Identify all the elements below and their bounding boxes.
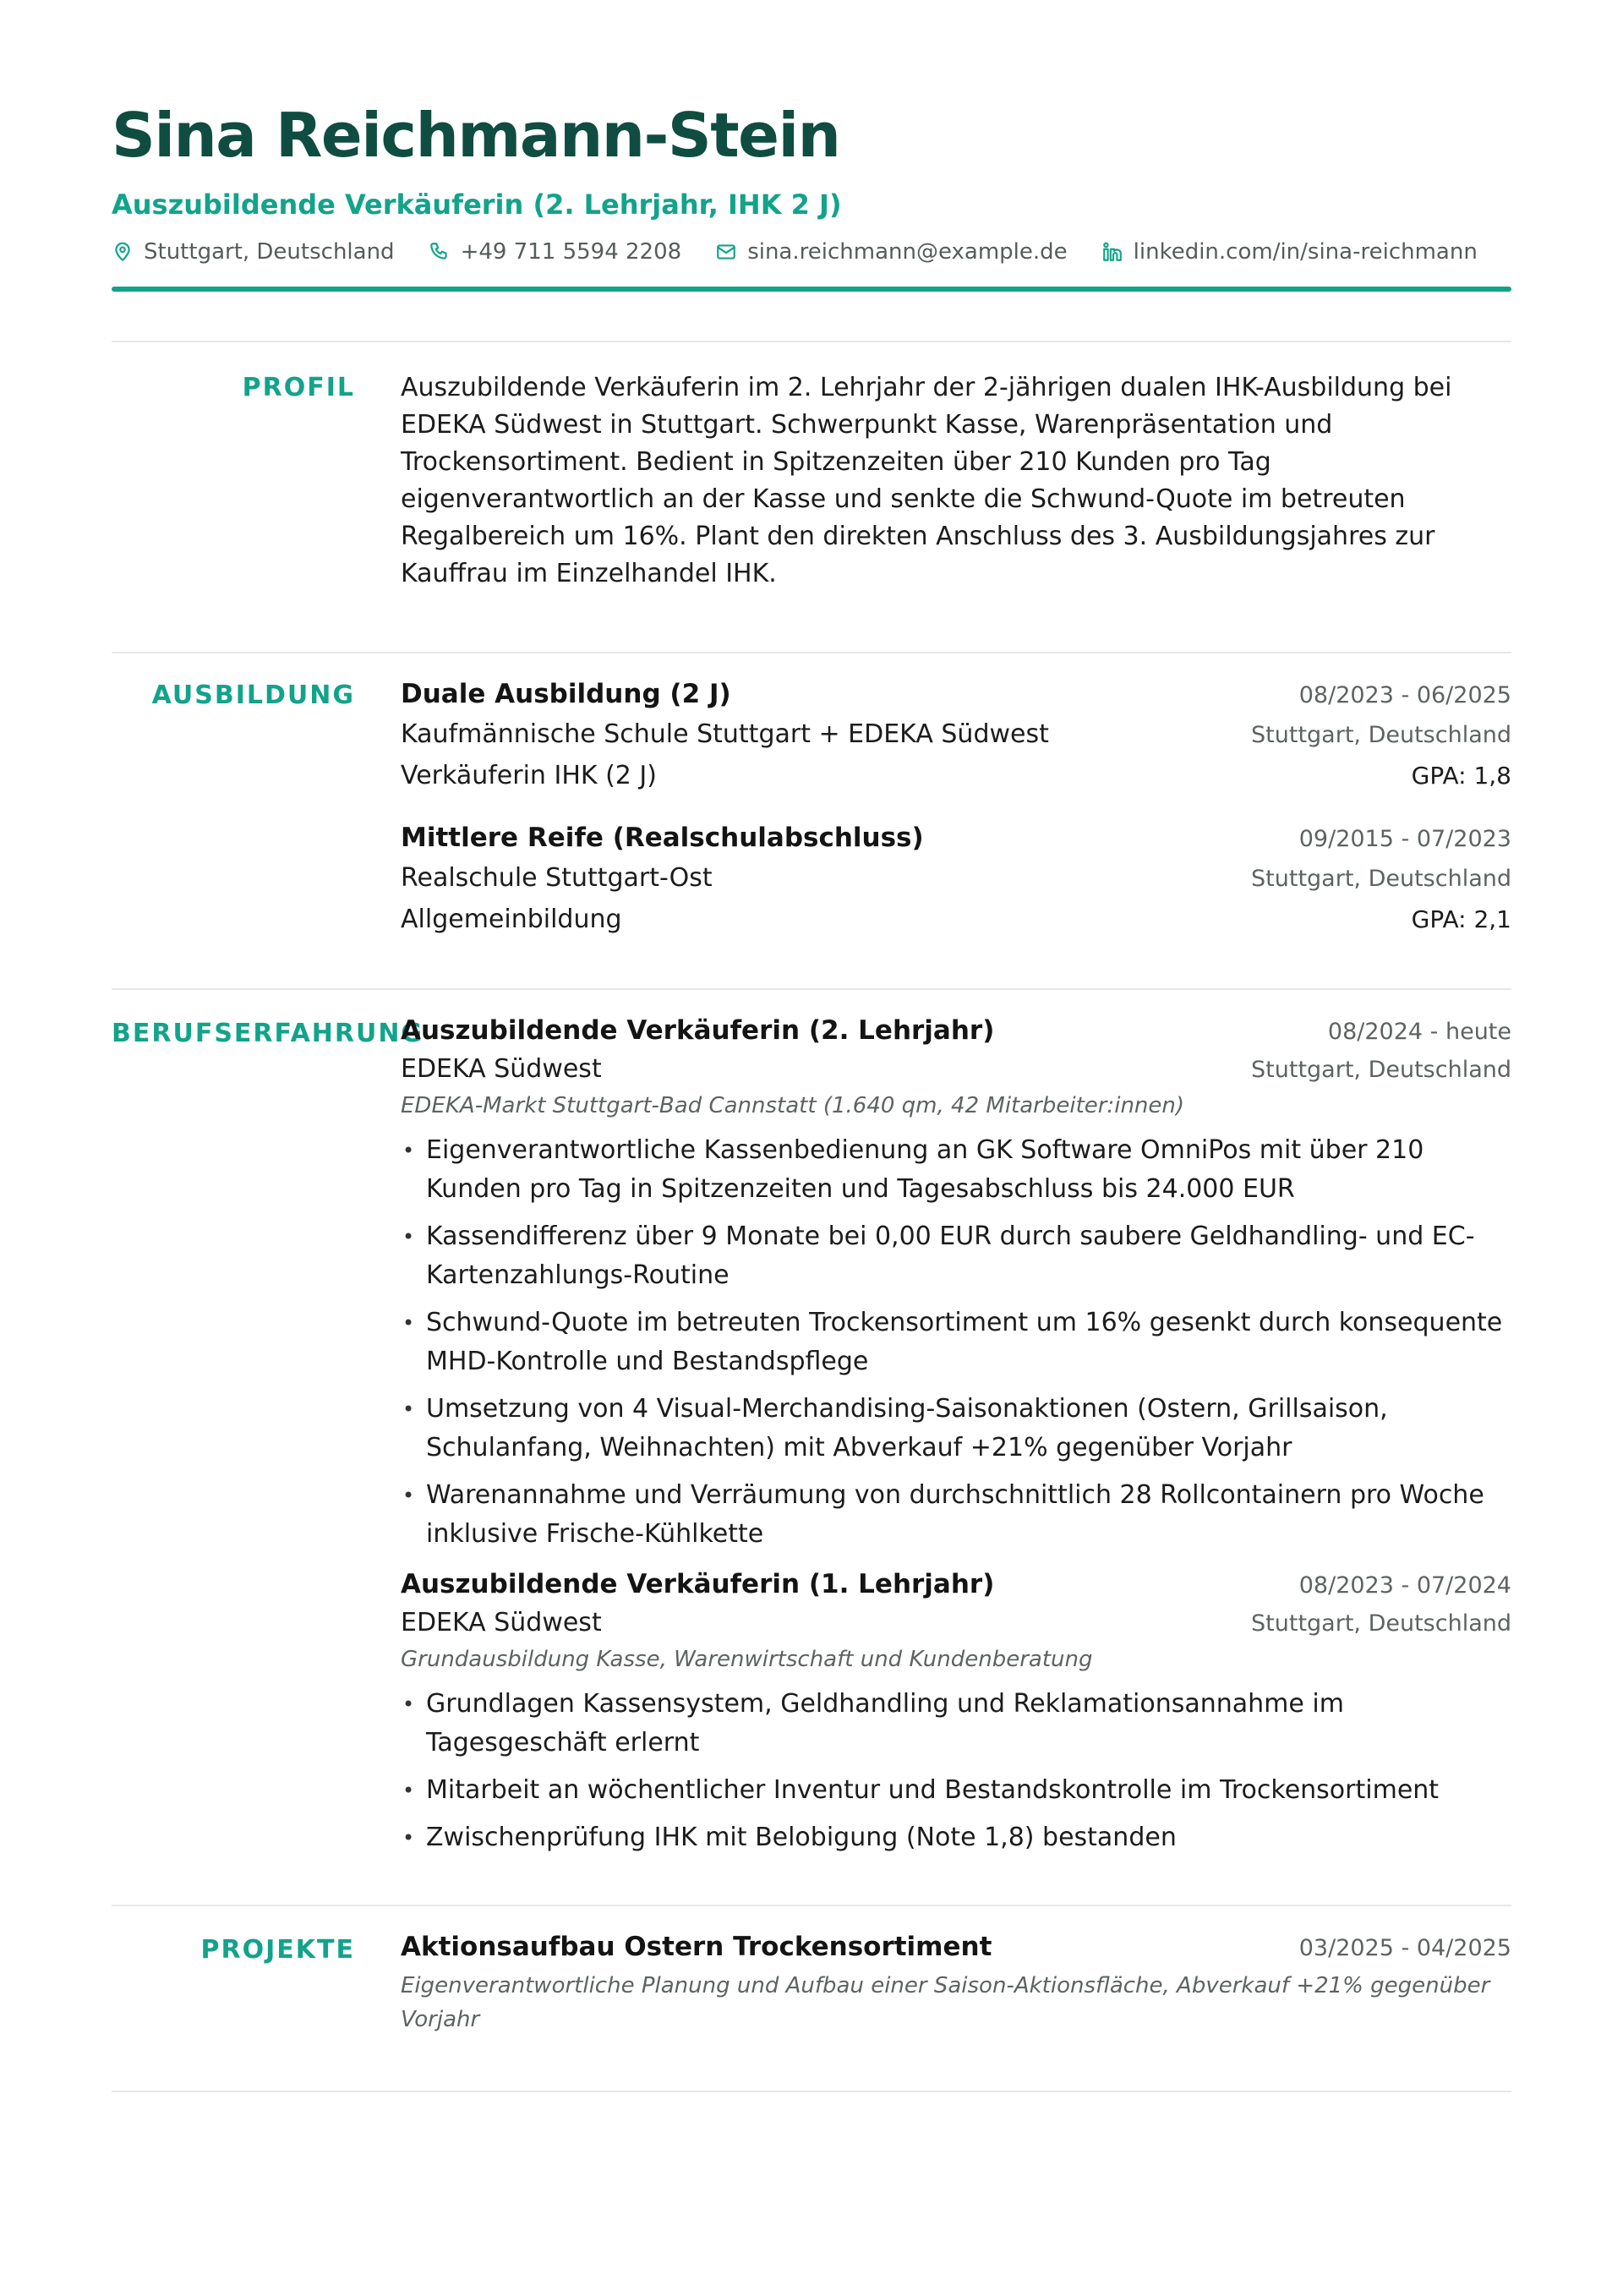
- experience-entry: [401, 1569, 1511, 1857]
- entry-location: Stuttgart, Deutschland: [1251, 866, 1511, 893]
- candidate-headline: Auszubildende Verkäuferin (2. Lehrjahr, IHK 2 J): [112, 188, 842, 221]
- entry-gpa: GPA: 1,8: [1411, 762, 1511, 790]
- achievement-item: • Grundlagen Kassensystem, Geldhandling und Reklamationsannahme im Tagesgeschäft erlernt: [401, 1685, 1511, 1763]
- achievement-item: • Mitarbeit an wöchentlicher Inventur und Bestandskontrolle im Trockensortiment: [401, 1771, 1511, 1810]
- achievement-item: • Kassendifferenz über 9 Monate bei 0,00 EUR durch saubere Geldhandling- und EC-Kartenzahlungs-Routine: [401, 1217, 1511, 1295]
- entry-degree: Verkäuferin IHK (2 J): [401, 761, 657, 791]
- entry-location: Stuttgart, Deutschland: [1251, 722, 1511, 749]
- section-experience: [112, 988, 1511, 1905]
- entry-date: 08/2024 - heute: [1327, 1019, 1511, 1046]
- section-projects: [112, 1905, 1511, 2092]
- achievement-item: • Schwund-Quote im betreuten Trockensortiment um 16% gesenkt durch konsequente MHD-Kontrolle und Bestandspflege: [401, 1304, 1511, 1381]
- achievement-item: • Eigenverantwortliche Kassenbedienung an GK Software OmniPos mit über 210 Kunden pro Tag in Spitzenzeiten und Tagesabschluss bis 24.000 EUR: [401, 1131, 1511, 1209]
- contact-email[interactable]: [715, 239, 1067, 265]
- profile-summary: Auszubildende Verkäuferin im 2. Lehrjahr der 2-jährigen dualen IHK-Ausbildung bei EDEKA Südwest in Stuttgart. Schwerpunkt Kasse, Warenpräsentation und Trockensortiment. Bedient in Spitzenzeiten über 210 Kunden pro Tag eigenverantwortlich an der Kasse und senkte die Schwund-Quote im betreuten Regalbereich um 16%. Plant den direkten Anschluss des 3. Ausbildungsjahres zur Kauffrau im Einzelhandel IHK.: [401, 373, 1452, 589]
- phone-icon: [429, 241, 451, 263]
- candidate-name: Sina Reichmann-Stein: [112, 100, 840, 171]
- achievement-item: • Warenannahme und Verräumung von durchschnittlich 28 Rollcontainern pro Woche inklusive Frische-Kühlkette: [401, 1476, 1511, 1554]
- contact-email-text: sina.reichmann@example.de: [747, 239, 1068, 265]
- entry-degree: Allgemeinbildung: [401, 905, 622, 935]
- section-label: AUSBILDUNG: [151, 681, 355, 711]
- entry-title: Auszubildende Verkäuferin (2. Lehrjahr): [401, 1015, 995, 1047]
- entry-institution: Realschule Stuttgart-Ost: [401, 863, 713, 894]
- entry-company: EDEKA Südwest: [401, 1054, 602, 1085]
- contact-location: [112, 239, 395, 265]
- section-label: PROFIL: [242, 373, 355, 403]
- education-entry: [401, 823, 1511, 934]
- entry-title: Duale Ausbildung (2 J): [401, 679, 731, 710]
- map-pin-icon: [112, 241, 134, 263]
- entry-gpa: GPA: 2,1: [1411, 905, 1511, 934]
- entry-date: 08/2023 - 07/2024: [1298, 1572, 1511, 1599]
- contact-phone[interactable]: [429, 239, 682, 265]
- contact-location-text: Stuttgart, Deutschland: [144, 239, 395, 265]
- entry-location: Stuttgart, Deutschland: [1251, 1057, 1511, 1084]
- entry-date: 08/2023 - 06/2025: [1298, 682, 1511, 709]
- entry-description: EDEKA-Markt Stuttgart-Bad Cannstatt (1.640 qm, 42 Mitarbeiter:innen): [401, 1093, 1185, 1119]
- linkedin-icon: [1101, 241, 1123, 263]
- header-divider: [112, 287, 1511, 292]
- achievement-list: [401, 1685, 1511, 1857]
- achievement-item: • Umsetzung von 4 Visual-Merchandising-Saisonaktionen (Ostern, Grillsaison, Schulanfang, Weihnachten) mit Abverkauf +21% gegenüber Vorjahr: [401, 1390, 1511, 1468]
- section-profile: [112, 341, 1511, 652]
- entry-title: Aktionsaufbau Ostern Trockensortiment: [401, 1932, 992, 1963]
- entry-title: Mittlere Reife (Realschulabschluss): [401, 823, 924, 854]
- entry-description: Grundausbildung Kasse, Warenwirtschaft und Kundenberatung: [401, 1647, 1093, 1673]
- entry-date: 09/2015 - 07/2023: [1298, 826, 1511, 853]
- contact-linkedin[interactable]: [1101, 239, 1478, 265]
- section-education: [112, 652, 1511, 988]
- achievement-list: [401, 1131, 1511, 1554]
- experience-entry: [401, 1015, 1511, 1554]
- entry-institution: Kaufmännische Schule Stuttgart + EDEKA Südwest: [401, 719, 1049, 750]
- resume-header: [112, 0, 1511, 292]
- section-label: BERUFSERFAHRUNG: [112, 1019, 424, 1049]
- achievement-item: • Zwischenprüfung IHK mit Belobigung (Note 1,8) bestanden: [401, 1818, 1511, 1857]
- contact-linkedin-text: linkedin.com/in/sina-reichmann: [1133, 239, 1478, 265]
- education-entry: [401, 679, 1511, 790]
- section-label: PROJEKTE: [200, 1935, 355, 1965]
- entry-title: Auszubildende Verkäuferin (1. Lehrjahr): [401, 1569, 995, 1600]
- entry-description: Eigenverantwortliche Planung und Aufbau einer Saison-Aktionsfläche, Abverkauf +21% gegenüber Vorjahr: [401, 1973, 1490, 2033]
- entry-date: 03/2025 - 04/2025: [1298, 1935, 1511, 1962]
- entry-location: Stuttgart, Deutschland: [1251, 1610, 1511, 1637]
- contact-bar: [112, 239, 1511, 265]
- contact-phone-text: +49 711 5594 2208: [460, 239, 682, 265]
- mail-icon: [715, 241, 737, 263]
- project-entry: [401, 1932, 1511, 2036]
- entry-company: EDEKA Südwest: [401, 1608, 602, 1638]
